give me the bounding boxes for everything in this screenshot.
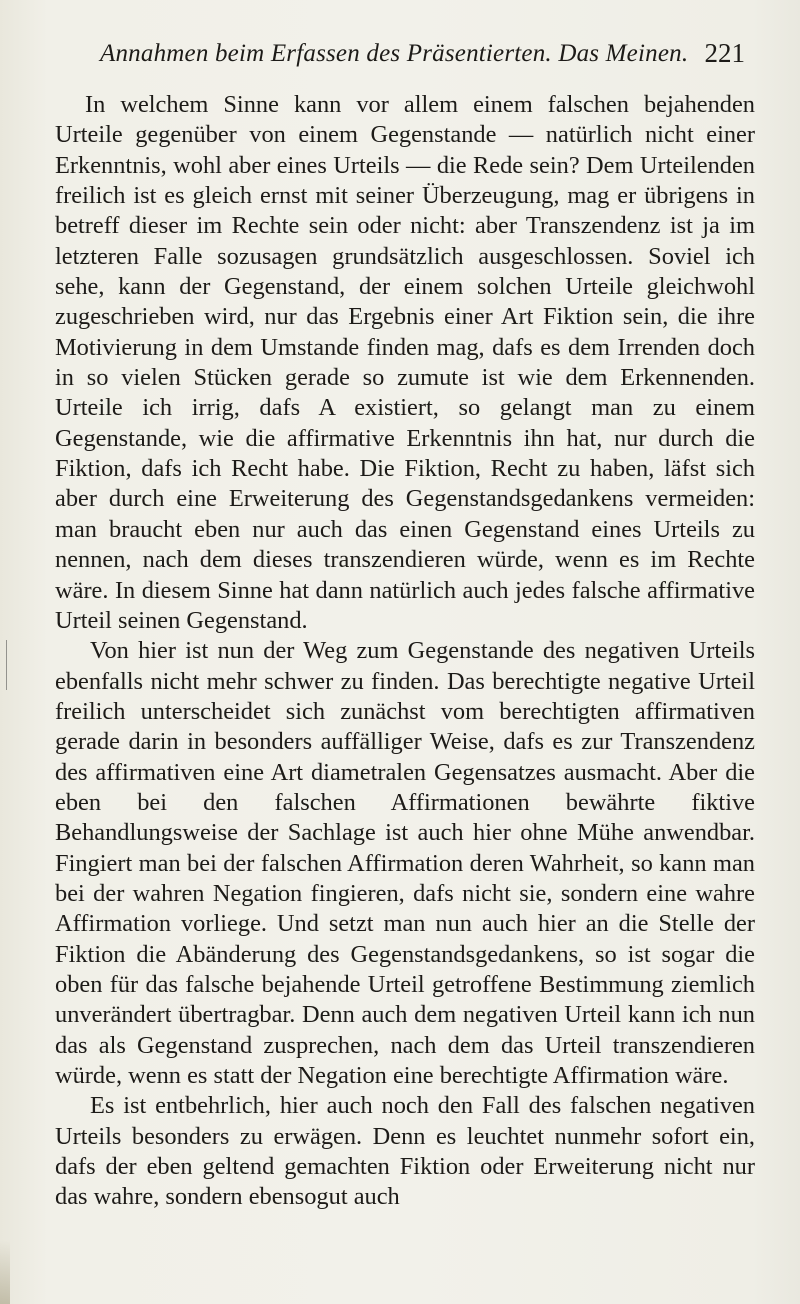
paragraph-2: Von hier ist nun der Weg zum Gegenstande des negativen Urteils ebenfalls nicht mehr schwer zu finden. Das berechtigte negative Urteil freilich unterscheidet sich zunächst vom berechtigten affirmativen gerade darin in besonders auffälliger Weise, dafs es zur Transzendenz des affirmativen eine Art diametralen Gegensatzes ausmacht. Aber die eben bei den falschen Affirmationen bewährte fiktive Behandlungsweise der Sachlage ist auch hier ohne Mühe anwendbar. Fingiert man bei der falschen Affirmation deren Wahrheit, so kann man bei der wahren Negation fingieren, dafs nicht sie, sondern eine wahre Affirmation vorliege. Und setzt man nun auch hier an die Stelle der Fiktion die Abänderung des Gegenstandsgedankens, so ist sogar die oben für das falsche bejahende Urteil getroffene Bestimmung ziemlich unverändert übertragbar. Denn auch dem negativen Urteil kann ich nun das als Gegenstand zusprechen, nach dem das Urteil transzendieren würde, wenn es statt der Negation eine berechtigte Affirmation wäre. bbox=[55, 637, 755, 1089]
page-number: 221 bbox=[704, 38, 745, 68]
paragraph-3: Es ist entbehrlich, hier auch noch den Fall des falschen negativen Urteils besonders zu erwägen. Denn es leuchtet nunmehr sofort ein, dafs der eben geltend gemachten Fiktion oder Erweiterung nicht nur das wahre, sondern ebensogut auch bbox=[55, 1092, 755, 1211]
page-edge-shadow bbox=[0, 1240, 10, 1304]
running-head bbox=[100, 40, 745, 80]
body-text bbox=[55, 90, 755, 1213]
margin-mark bbox=[6, 640, 7, 690]
running-head-title: Annahmen beim Erfassen des Präsentierten. Das Meinen. bbox=[100, 40, 689, 67]
paragraph-1: In welchem Sinne kann vor allem einem falschen bejahenden Urteile gegenüber von einem Gegenstande — natürlich nicht einer Erkenntnis, wohl aber eines Urteils — die Rede sein? Dem Urteilenden freilich ist es gleich ernst mit seiner Überzeugung, mag er übrigens in betreff dieser im Rechte sein oder nicht: aber Transzendenz ist ja im letzteren Falle sozusagen grundsätzlich ausgeschlossen. Soviel ich sehe, kann der Gegenstand, der einem solchen Urteile gleichwohl zugeschrieben wird, nur das Ergebnis einer Art Fiktion sein, die ihre Motivierung in dem Umstande finden mag, dafs es dem Irrenden doch in so vielen Stücken gerade so zumute ist wie dem Erkennenden. Urteile ich irrig, dafs A existiert, so gelangt man zu einem Gegenstande, wie die affirmative Erkenntnis ihn hat, nur durch die Fiktion, dafs ich Recht habe. Die Fiktion, Recht zu haben, läfst sich aber durch eine Erweiterung des Gegenstandsgedankens vermeiden: man braucht eben nur auch das einen Gegenstand eines Urteils zu nennen, nach dem dieses transzendieren würde, wenn es im Rechte wäre. In diesem Sinne hat dann natürlich auch jedes falsche affirmative Urteil seinen Gegenstand. bbox=[55, 91, 755, 634]
